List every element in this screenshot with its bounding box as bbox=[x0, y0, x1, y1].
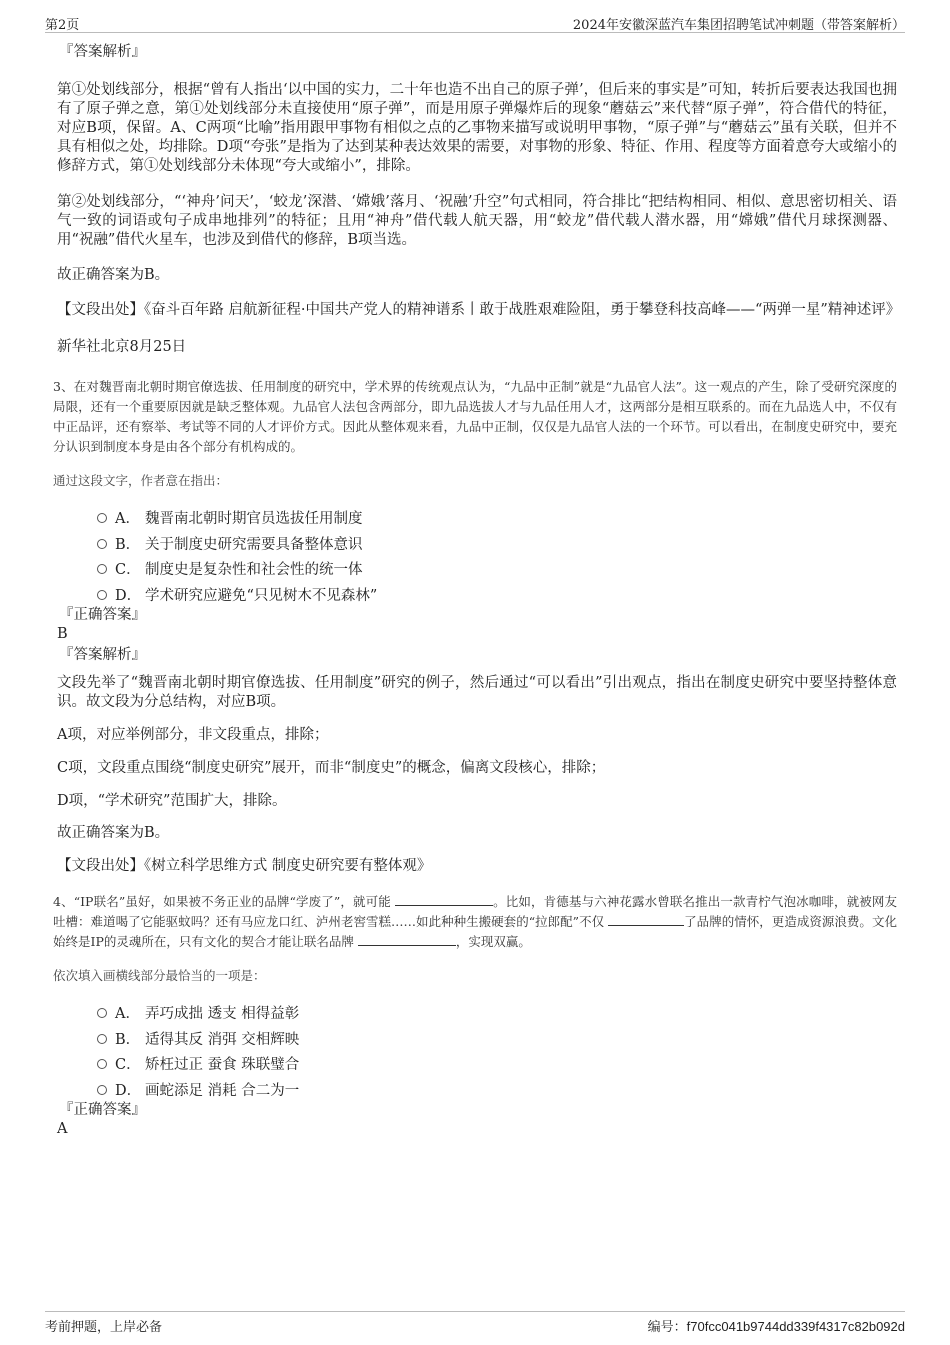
radio-icon[interactable] bbox=[97, 1008, 107, 1018]
radio-icon[interactable] bbox=[97, 539, 107, 549]
question-3-prompt: 通过这段文字，作者意在指出： bbox=[53, 473, 229, 488]
question-4-options bbox=[57, 1002, 897, 1104]
analysis-paragraph: A项，对应举例部分，非文段重点，排除； bbox=[57, 727, 329, 743]
option-a[interactable]: A． 魏晋南北朝时期官员选拔任用制度 bbox=[57, 507, 897, 533]
analysis-paragraph: 第①处划线部分，根据“曾有人指出‘以中国的实力，二十年也造不出自己的原子弹’，但后来的事实是”可知，转折后要表达我国也拥有了原子弹之意，第①处划线部分未直接使用“原子弹”，而是用原子弹爆炸后的现象“蘑菇云”来代替“原子弹”，符合借代的特征，对应B项，保留。A、C两项“比喻”指用跟甲事物有相似之点的乙事物来描写或说明甲事物，“原子弹”与“蘑菇云”虽有关联，但并不具有相似之处，均排除。D项“夸张”是指为了达到某种表达效果的需要，对事物的形象、特征、作用、程度等方面着意夸大或缩小的修辞方式，第①处划线部分未体现“夸大或缩小”，排除。 bbox=[57, 82, 897, 174]
correct-answer-label: 『正确答案』 bbox=[59, 607, 146, 623]
source-citation: 【文段出处】《奋斗百年路 启航新征程·中国共产党人的精神谱系丨敢于战胜艰难险阻，勇于攀登科技高峰——“两弹一星”精神述评》 bbox=[57, 302, 901, 318]
document-id: 编号：f70fcc041b9744dd339f4317c82b092d bbox=[647, 1319, 905, 1334]
blank-3 bbox=[358, 932, 456, 946]
correct-answer-label: 『正确答案』 bbox=[59, 1102, 146, 1118]
option-b[interactable]: B． 关于制度史研究需要具备整体意识 bbox=[57, 533, 897, 559]
option-b[interactable]: B． 适得其反 消弭 交相辉映 bbox=[57, 1028, 897, 1054]
blank-2 bbox=[608, 912, 684, 926]
analysis-paragraph: C项，文段重点围绕“制度史研究”展开，而非“制度史”的概念，偏离文段核心，排除； bbox=[57, 760, 606, 776]
source-citation: 【文段出处】《树立科学思维方式 制度史研究要有整体观》 bbox=[57, 858, 432, 874]
correct-answer: B bbox=[57, 626, 68, 642]
analysis-paragraph: 文段先举了“魏晋南北朝时期官僚选拔、任用制度”研究的例子，然后通过“可以看出”引出观点，指出在制度史研究中要坚持整体意识。故文段为分总结构，对应B项。 bbox=[57, 675, 897, 710]
source-date: 新华社北京8月25日 bbox=[57, 339, 187, 355]
page-footer bbox=[45, 1311, 905, 1336]
question-4-prompt: 依次填入画横线部分最恰当的一项是： bbox=[53, 968, 266, 983]
option-a[interactable]: A． 弄巧成拙 透支 相得益彰 bbox=[57, 1002, 897, 1028]
option-d[interactable]: D． 学术研究应避免“只见树木不见森林” bbox=[57, 584, 897, 610]
blank-1 bbox=[395, 892, 493, 906]
radio-icon[interactable] bbox=[97, 1059, 107, 1069]
document-body bbox=[53, 42, 901, 1138]
question-3-stem: 3、在对魏晋南北朝时期官僚选拔、任用制度的研究中，学术界的传统观点认为，“九品中正制”就是“九品官人法”。这一观点的产生，除了受研究深度的局限，还有一个重要原因就是缺乏整体观。九品官人法包含两部分，即九品选拔人才与九品任用人才，这两部分是相互联系的。而在九品选人中，不仅有中正品评，还有察举、考试等不同的人才评价方式。因此从整体观来看，九品中正制，仅仅是九品官人法的一个环节。可以看出，在制度史研究中，要充分认识到制度本身是由各个部分有机构成的。 bbox=[53, 379, 897, 454]
radio-icon[interactable] bbox=[97, 590, 107, 600]
correct-answer: A bbox=[57, 1121, 68, 1137]
option-c[interactable]: C． 矫枉过正 蚕食 珠联璧合 bbox=[57, 1053, 897, 1079]
page-header bbox=[45, 10, 905, 33]
option-d[interactable]: D． 画蛇添足 消耗 合二为一 bbox=[57, 1079, 897, 1105]
radio-icon[interactable] bbox=[97, 564, 107, 574]
analysis-paragraph: D项，“学术研究”范围扩大，排除。 bbox=[57, 793, 287, 809]
analysis-label: 『答案解析』 bbox=[59, 647, 146, 663]
document-title: 2024年安徽深蓝汽车集团招聘笔试冲刺题（带答案解析） bbox=[572, 18, 905, 33]
analysis-label: 『答案解析』 bbox=[59, 44, 146, 60]
analysis-paragraph: 第②处划线部分，“‘神舟’问天’，‘蛟龙’深潜、‘嫦娥’落月、‘祝融’升空”句式相同，符合排比“把结构相同、相似、意思密切相关、语气一致的词语或句子成串地排列”的特征；且用“神舟”借代载人航天器，用“蛟龙”借代载人潜水器，用“嫦娥”借代月球探测器、用“祝融”借代火星车，也涉及到借代的修辞，B项当选。 bbox=[57, 194, 897, 248]
footer-slogan: 考前押题，上岸必备 bbox=[45, 1320, 163, 1335]
option-c[interactable]: C． 制度史是复杂性和社会性的统一体 bbox=[57, 558, 897, 584]
conclusion: 故正确答案为B。 bbox=[57, 825, 170, 841]
question-3-options bbox=[57, 507, 897, 609]
conclusion: 故正确答案为B。 bbox=[57, 267, 170, 283]
page-number: 第2页 bbox=[45, 18, 80, 33]
radio-icon[interactable] bbox=[97, 1085, 107, 1095]
question-4-stem: 4、“IP联名”虽好，如果被不务正业的品牌“学废了”，就可能 。比如，肯德基与六神花露水曾联名推出一款青柠气泡冰咖啡，就被网友吐槽：难道喝了它能驱蚊吗？还有马应龙口红、泸州老窖雪糕……如此种种生搬硬套的“拉郎配”不仅 了品牌的情怀，更造成资源浪费。文化始终是IP的灵魂所在，只有文化的契合才能让联名品牌 ，实现双赢。 bbox=[53, 894, 897, 949]
radio-icon[interactable] bbox=[97, 513, 107, 523]
radio-icon[interactable] bbox=[97, 1034, 107, 1044]
